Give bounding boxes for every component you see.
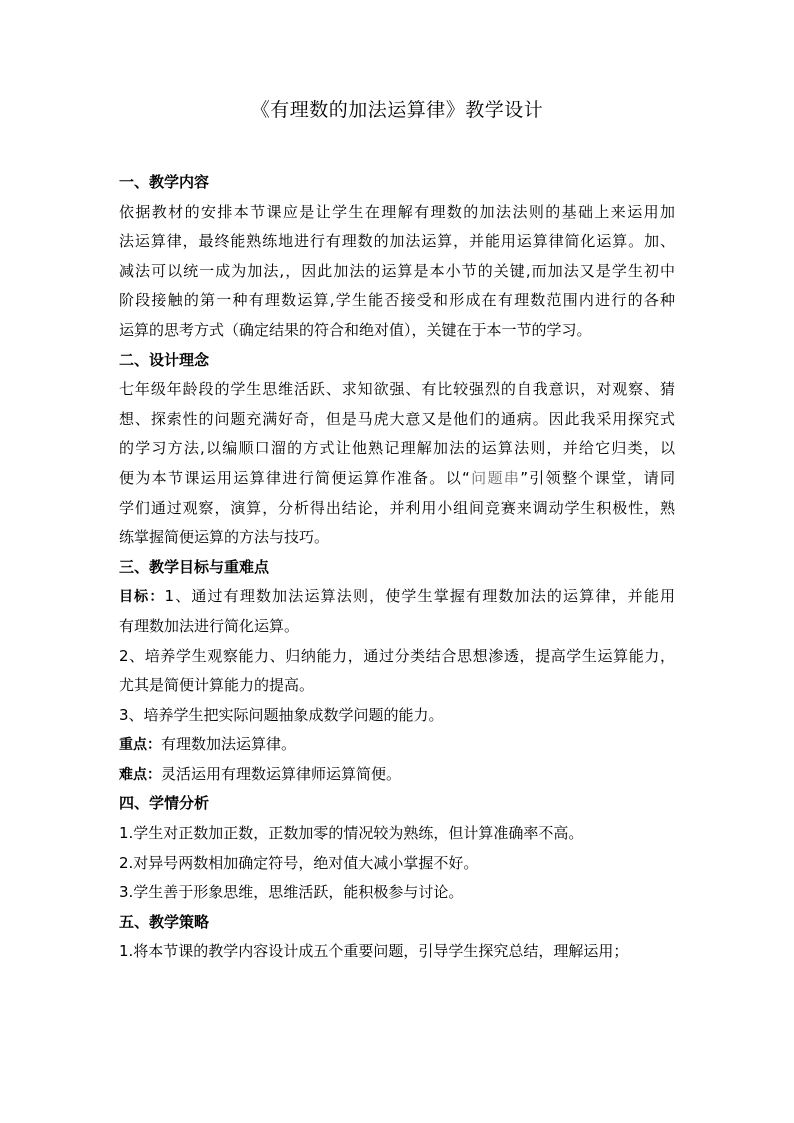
- key-point-label: 重点：: [119, 737, 161, 754]
- goal-2-continuation: 尤其是简便计算能力的提高。: [119, 676, 315, 695]
- document-body: [119, 168, 675, 967]
- section-2-paragraph-line: 的学习方法,以编顺口溜的方式让他熟记理解加法的运算法则，并给它归类，以: [119, 439, 675, 458]
- line-text: 便为本节课运用运算律进行简便运算作准备。以“: [119, 468, 470, 487]
- analysis-item: 1.学生对正数加正数，正数加零的情况较为熟练，但计算准确率不高。: [119, 824, 584, 843]
- goal-label: 目标：: [119, 589, 165, 606]
- section-2-paragraph-line: 想、探索性的问题充满好奇，但是马虎大意又是他们的通病。因此我采用探究式: [119, 409, 675, 428]
- goal-2-line: 2、培养学生观察能力、归纳能力，通过分类结合思想渗透，提高学生运算能力，: [119, 646, 675, 665]
- goal-3-line: 3、培养学生把实际问题抽象成数学问题的能力。: [119, 705, 444, 724]
- difficulty-label: 难点：: [119, 766, 161, 783]
- strategy-item: 1.将本节课的教学内容设计成五个重要问题，引导学生探究总结，理解运用；: [119, 942, 629, 961]
- line-text: ”引领整个课堂，请同: [520, 468, 675, 487]
- key-point-line: [119, 730, 675, 760]
- section-2-paragraph-line: 学们通过观察，演算，分析得出结论，并利用小组间竞赛来调动学生积极性，熟: [119, 498, 675, 517]
- section-1-paragraph-line: 法运算律，最终能熟练地进行有理数的加法运算，并能用运算律简化运算。加、: [119, 232, 675, 251]
- goal-1-continuation: 有理数加法进行简化运算。: [119, 616, 300, 635]
- section-1-paragraph-line: 依据教材的安排本节课应是让学生在理解有理数的加法法则的基础上来运用加: [119, 202, 675, 221]
- goal-1-line: [119, 582, 675, 612]
- section-3-heading: 三、教学目标与重难点: [119, 557, 270, 576]
- analysis-item: 3.学生善于形象思维，思维活跃，能积极参与讨论。: [119, 883, 464, 902]
- section-2-paragraph-line: [119, 464, 675, 494]
- section-2-paragraph-line: 练掌握简便运算的方法与技巧。: [119, 528, 330, 547]
- section-5-heading: 五、教学策略: [119, 912, 210, 931]
- section-1-paragraph-line: 减法可以统一成为加法,，因此加法的运算是本小节的关键,而加法又是学生初中: [119, 261, 675, 280]
- section-2-paragraph-line: 七年级年龄段的学生思维活跃、求知欲强、有比较强烈的自我意识，对观察、猜: [119, 380, 675, 399]
- analysis-item: 2.对异号两数相加确定符号，绝对值大减小掌握不好。: [119, 853, 479, 872]
- difficulty-text: 灵活运用有理数运算律师运算简便。: [161, 764, 402, 783]
- section-2-heading: 二、设计理念: [119, 350, 210, 369]
- section-1-paragraph-line: 运算的思考方式（确定结果的符合和绝对值），关键在于本一节的学习。: [119, 320, 592, 339]
- section-1-paragraph-line: 阶段接触的第一种有理数运算,学生能否接受和形成在有理数范围内进行的各种: [119, 291, 675, 310]
- difficulty-line: [119, 760, 675, 790]
- question-chain-term: 问题串: [469, 468, 521, 487]
- section-4-heading: 四、学情分析: [119, 794, 210, 813]
- document-title: 《有理数的加法运算律》教学设计: [250, 99, 544, 121]
- section-1-heading: 一、教学内容: [119, 173, 210, 191]
- key-point-text: 有理数加法运算律。: [161, 735, 297, 754]
- goal-1-text: 1、通过有理数加法运算法则，使学生掌握有理数加法的运算律，并能用: [164, 587, 676, 606]
